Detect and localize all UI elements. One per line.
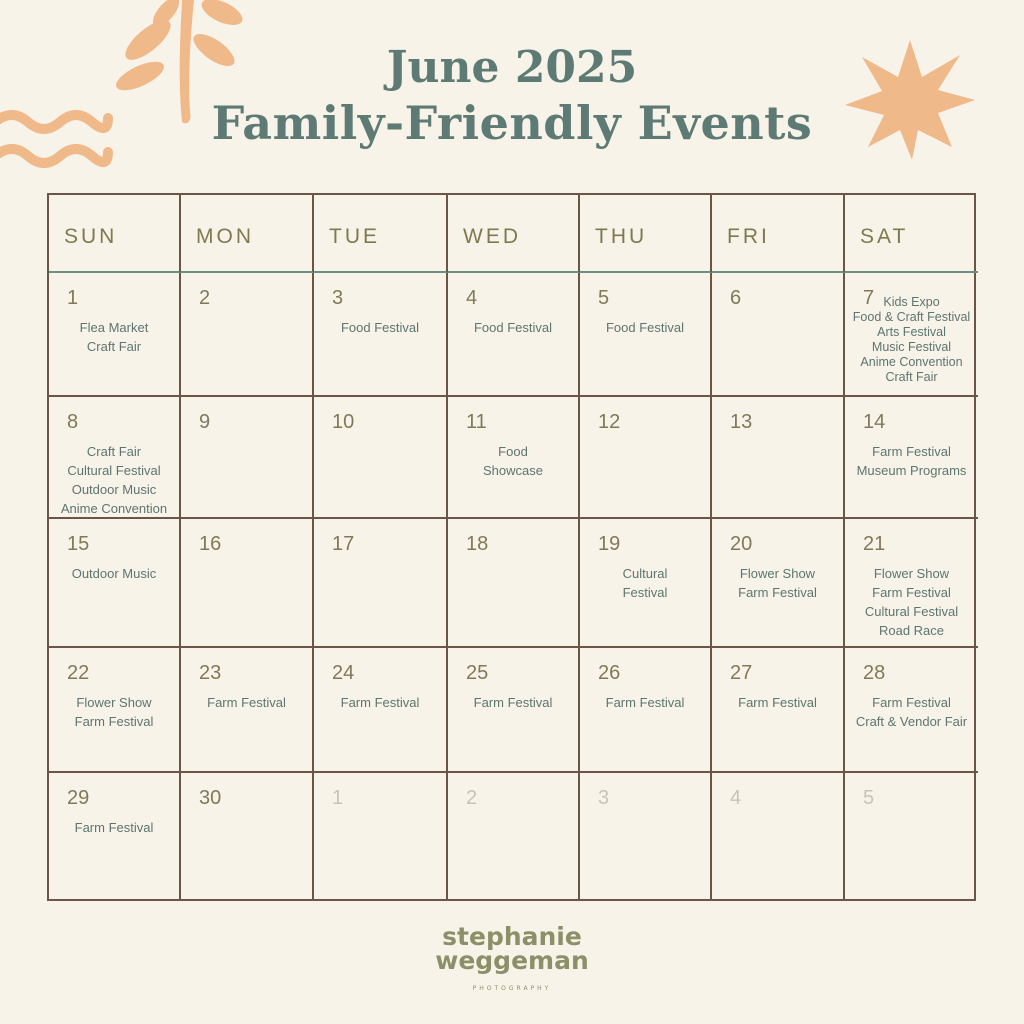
event-name: Anime Convention — [60, 501, 168, 516]
event-name: Craft Fair — [86, 444, 142, 459]
event-name: Kids Expo — [883, 295, 940, 309]
event-name: Food — [498, 444, 528, 459]
event-name: Farm Festival — [872, 695, 951, 710]
event-list — [580, 693, 710, 712]
event-name: Farm Festival — [738, 585, 817, 600]
day-number: 7 — [863, 287, 875, 309]
day-cell — [181, 273, 314, 397]
event-list — [580, 318, 710, 337]
event-list — [448, 442, 578, 480]
weekday-header — [845, 195, 978, 273]
event-list — [845, 693, 978, 731]
day-number: 17 — [332, 533, 355, 555]
event-name: Flea Market — [79, 320, 149, 335]
day-number: 4 — [466, 287, 478, 309]
day-number: 3 — [332, 287, 344, 309]
weekday-label: MON — [196, 225, 254, 248]
event-name: Road Race — [878, 623, 945, 638]
day-number: 20 — [730, 533, 753, 555]
event-name: Music Festival — [871, 340, 952, 354]
weekday-header — [580, 195, 712, 273]
day-number: 22 — [67, 662, 90, 684]
day-cell — [49, 519, 181, 648]
event-name: Food Festival — [340, 320, 420, 335]
event-name: Farm Festival — [473, 695, 553, 710]
day-cell — [845, 648, 978, 773]
day-cell — [712, 648, 845, 773]
day-number: 21 — [863, 533, 886, 555]
day-cell — [845, 519, 978, 648]
event-list — [448, 693, 578, 712]
day-cell — [845, 773, 978, 899]
event-name: Farm Festival — [605, 695, 685, 710]
day-cell — [448, 397, 580, 519]
event-name: Farm Festival — [340, 695, 420, 710]
event-list — [49, 693, 179, 731]
day-cell — [580, 273, 712, 397]
event-name: Flower Show — [76, 695, 152, 710]
event-name: Farm Festival — [207, 695, 286, 710]
day-number: 26 — [598, 662, 621, 684]
brand-name-first: stephanie — [442, 922, 582, 951]
event-list — [845, 442, 978, 480]
event-name: Craft Fair — [885, 370, 938, 384]
event-name: Showcase — [483, 463, 543, 478]
event-list — [49, 318, 179, 356]
day-cell — [845, 273, 978, 397]
weekday-label: FRI — [727, 225, 770, 248]
event-name: Food Festival — [605, 320, 685, 335]
event-list — [712, 564, 843, 602]
event-name: Farm Festival — [74, 714, 154, 729]
event-name: Cultural — [622, 566, 668, 581]
event-name: Food Festival — [473, 320, 553, 335]
day-cell — [49, 773, 181, 899]
day-cell — [181, 648, 314, 773]
day-number: 15 — [67, 533, 90, 555]
weekday-label: THU — [595, 225, 648, 248]
day-number: 8 — [67, 411, 79, 433]
event-list — [314, 318, 446, 337]
day-number: 14 — [863, 411, 886, 433]
day-cell — [49, 273, 181, 397]
event-name: Outdoor Music — [71, 566, 157, 581]
day-number: 4 — [730, 787, 742, 809]
day-cell — [448, 773, 580, 899]
day-number: 5 — [598, 287, 610, 309]
day-number: 27 — [730, 662, 753, 684]
day-number: 29 — [67, 787, 90, 809]
day-cell — [181, 519, 314, 648]
event-list — [580, 564, 710, 602]
event-name: Farm Festival — [74, 820, 154, 835]
event-list — [181, 693, 312, 712]
weekday-header — [314, 195, 448, 273]
day-number: 12 — [598, 411, 621, 433]
event-list — [49, 818, 179, 837]
day-number: 3 — [598, 787, 610, 809]
day-cell — [181, 773, 314, 899]
event-list — [712, 693, 843, 712]
day-cell — [314, 773, 448, 899]
day-cell — [314, 397, 448, 519]
weekday-header — [448, 195, 580, 273]
day-number: 6 — [730, 287, 742, 309]
day-cell — [181, 397, 314, 519]
day-cell — [448, 519, 580, 648]
day-cell — [448, 273, 580, 397]
calendar-grid — [47, 193, 976, 901]
event-name: Cultural Festival — [864, 604, 959, 619]
day-cell — [314, 519, 448, 648]
day-number: 23 — [199, 662, 222, 684]
event-name: Arts Festival — [877, 325, 946, 339]
day-cell — [49, 648, 181, 773]
day-cell — [448, 648, 580, 773]
day-number: 19 — [598, 533, 621, 555]
weekday-header — [49, 195, 181, 273]
day-cell — [712, 519, 845, 648]
event-list — [845, 564, 978, 640]
day-number: 1 — [67, 287, 79, 309]
day-number: 2 — [199, 287, 211, 309]
page-title-subtitle: Family-Friendly Events — [211, 96, 813, 150]
day-cell — [580, 648, 712, 773]
day-cell — [314, 648, 448, 773]
event-list — [49, 442, 179, 518]
day-number: 11 — [466, 411, 487, 433]
day-number: 9 — [199, 411, 211, 433]
day-cell — [49, 397, 181, 519]
event-name: Farm Festival — [872, 585, 951, 600]
weekday-header — [181, 195, 314, 273]
event-name: Outdoor Music — [71, 482, 157, 497]
day-number: 1 — [332, 787, 344, 809]
day-number: 30 — [199, 787, 222, 809]
event-name: Craft Fair — [86, 339, 142, 354]
day-number: 5 — [863, 787, 875, 809]
event-name: Flower Show — [739, 566, 816, 581]
weekday-label: SAT — [860, 225, 909, 248]
brand-name-last: weggeman — [435, 946, 589, 975]
day-number: 13 — [730, 411, 753, 433]
event-name: Flower Show — [873, 566, 950, 581]
day-cell — [845, 397, 978, 519]
day-cell — [580, 519, 712, 648]
event-name: Food & Craft Festival — [852, 310, 971, 324]
day-cell — [580, 773, 712, 899]
event-name: Festival — [622, 585, 668, 600]
day-number: 10 — [332, 411, 355, 433]
weekday-header — [712, 195, 845, 273]
day-cell — [314, 273, 448, 397]
day-number: 18 — [466, 533, 489, 555]
calendar-cells — [49, 195, 974, 899]
weekday-label: SUN — [64, 225, 118, 248]
event-list — [49, 564, 179, 583]
day-cell — [712, 773, 845, 899]
event-name: Anime Convention — [860, 355, 963, 369]
event-name: Farm Festival — [872, 444, 951, 459]
event-name: Farm Festival — [738, 695, 817, 710]
event-list — [845, 295, 978, 385]
weekday-label: WED — [463, 225, 521, 248]
event-list — [314, 693, 446, 712]
day-cell — [712, 397, 845, 519]
event-list — [448, 318, 578, 337]
day-number: 16 — [199, 533, 222, 555]
day-number: 28 — [863, 662, 886, 684]
day-cell — [580, 397, 712, 519]
day-cell — [712, 273, 845, 397]
day-number: 25 — [466, 662, 489, 684]
event-name: Cultural Festival — [67, 463, 161, 478]
day-number: 24 — [332, 662, 355, 684]
event-name: Museum Programs — [856, 463, 967, 478]
event-name: Craft & Vendor Fair — [855, 714, 968, 729]
day-number: 2 — [466, 787, 478, 809]
page-title-month: June 2025 — [386, 42, 638, 93]
brand-tagline: PHOTOGRAPHY — [472, 985, 552, 992]
weekday-label: TUE — [329, 225, 380, 248]
